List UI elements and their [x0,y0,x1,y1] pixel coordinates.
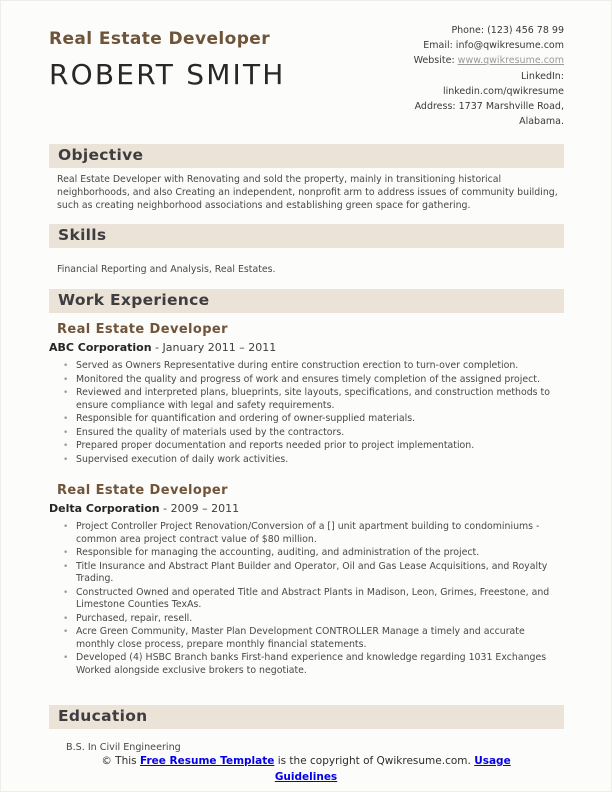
contact-website [414,53,564,68]
section-header-objective: Objective [49,144,564,168]
education-degree: B.S. In Civil Engineering [66,742,181,754]
section-header-education: Education [49,705,564,729]
list-item: • Ensured the quality of materials used by the contractors. [57,427,564,440]
footer-middle: is the copyright of Qwikresume.com. [274,755,475,767]
list-item: • Acre Green Community, Master Plan Development CONTROLLER Manage a timely and accurate monthly close process, prepare monthly financial statements. [57,626,564,651]
usage-guidelines-link[interactable]: Usage Guidelines [274,755,511,783]
list-item: • Responsible for managing the accounting, auditing, and administration of the project. [57,547,564,560]
job-1-company-line [49,341,564,354]
header-job-title: Real Estate Developer [49,29,270,49]
list-item: • Prepared proper documentation and reports needed prior to project implementation. [57,440,564,453]
skills-text: Financial Reporting and Analysis, Real Estates. [57,264,276,276]
job-1-company: ABC Corporation [49,341,152,355]
job-2-separator: - [159,502,171,516]
candidate-name: ROBERT SMITH [49,58,286,91]
list-item: • Developed (4) HSBC Branch banks First-hand experience and knowledge regarding 1031 Exchanges Worked alongside exclusive brokers to negotiate. [57,652,564,677]
list-item: • Reviewed and interpreted plans, blueprints, site layouts, specifications, and construction methods to ensure compliance with legal and safety requirements. [57,387,564,412]
list-item: • Title Insurance and Abstract Plant Builder and Operator, Oil and Gas Lease Acquisitions, and Royalty Trading. [57,561,564,586]
section-header-work-experience: Work Experience [49,289,564,313]
job-2-company: Delta Corporation [49,502,160,516]
job-1-bullet-list [57,360,564,466]
job-entry-1 [49,322,564,466]
job-2-company-line [49,502,564,515]
resume-header [49,23,564,129]
list-item: • Constructed Owned and operated Title and Abstract Plants in Madison, Leon, Grimes, Freestone, and Limestone Counties TexAs. [57,587,564,612]
header-title-block [49,23,286,129]
contact-website-label: Website: [413,55,458,67]
job-2-title: Real Estate Developer [57,483,228,499]
contact-block [414,23,564,129]
list-item: • Purchased, repair, resell. [57,613,564,626]
list-item: • Project Controller Project Renovation/Conversion of a [] unit apartment building to condominiums - common area project contract value of $80 million. [57,521,564,546]
free-resume-template-link[interactable]: Free Resume Template [139,755,275,767]
job-1-dates: January 2011 – 2011 [162,341,277,355]
job-2-bullet-list [57,521,564,677]
section-header-skills: Skills [49,224,564,248]
job-1-title: Real Estate Developer [57,322,228,338]
list-item: • Monitored the quality and progress of work and ensures timely completion of the assigned project. [57,374,564,387]
list-item: • Responsible for quantification and ordering of owner-supplied materials. [57,413,564,426]
job-entry-2 [49,483,564,677]
website-link[interactable]: www.qwikresume.com [457,55,564,67]
footer-text [71,754,541,785]
footer-prefix: © This [101,755,140,767]
page-footer [1,754,611,785]
contact-address-line2: Alabama. [519,116,564,128]
objective-text: Real Estate Developer with Renovating and sold the property, mainly in transitioning historical neighborhoods, and also Creating an independent, nonprofit arm to address issues of community building, such as creating neighborhood associations and establishing green space for gathering. [57,174,558,211]
contact-linkedin-label: LinkedIn: [520,70,564,82]
job-1-separator: - [151,341,163,355]
contact-address-line1: Address: 1737 Marshville Road, [414,101,564,113]
list-item: • Served as Owners Representative during entire construction erection to turn-over completion. [57,360,564,373]
list-item: • Supervised execution of daily work activities. [57,454,564,467]
contact-linkedin: linkedin.com/qwikresume [442,85,564,97]
contact-email: Email: info@qwikresume.com [423,40,564,52]
job-2-dates: 2009 – 2011 [170,502,240,516]
contact-phone: Phone: (123) 456 78 99 [451,25,564,36]
